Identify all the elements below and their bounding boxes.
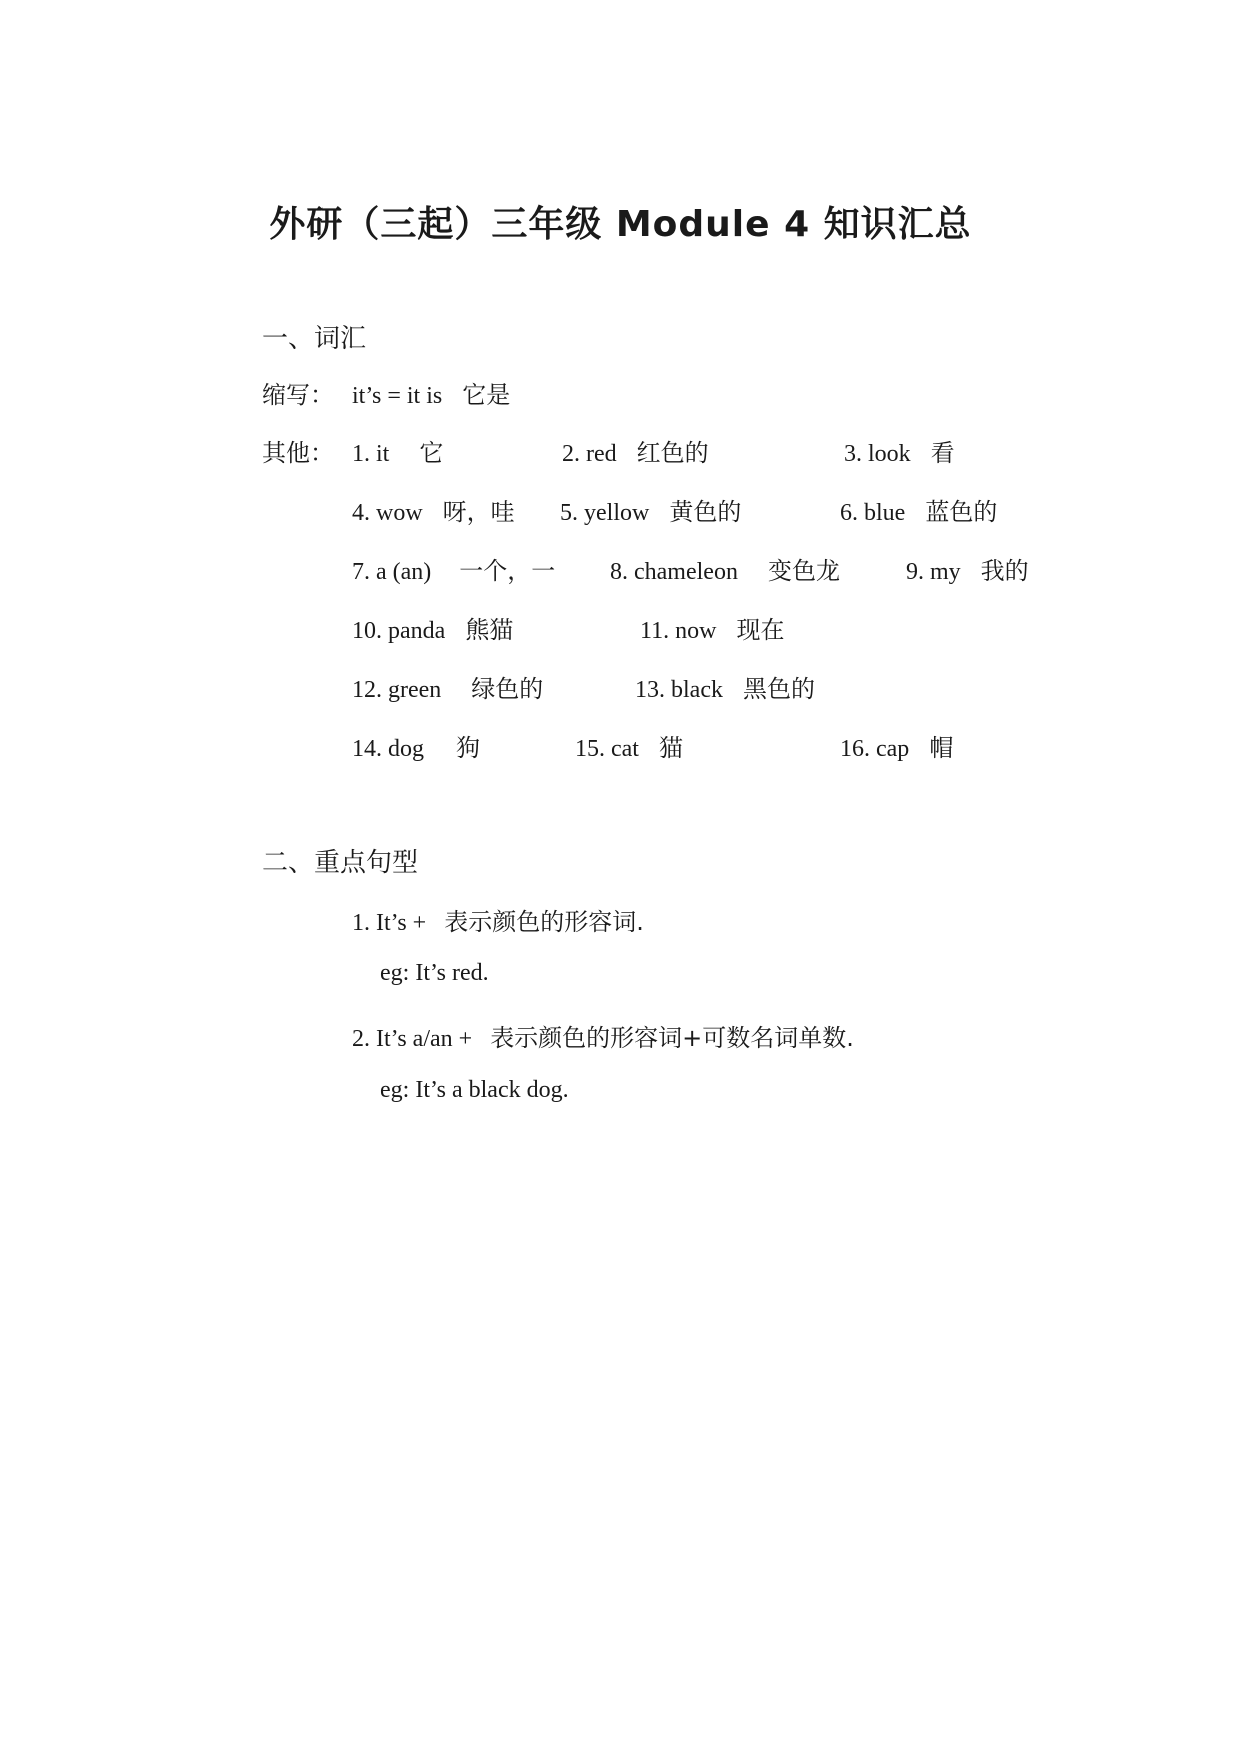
vocab-english: now	[675, 618, 717, 644]
vocab-item	[352, 433, 443, 468]
pattern-2	[352, 1018, 854, 1053]
vocab-number: 10.	[352, 618, 382, 644]
vocab-english: blue	[864, 500, 906, 526]
vocab-number: 2.	[562, 441, 580, 467]
vocab-number: 3.	[844, 441, 862, 467]
vocab-english: yellow	[584, 500, 650, 526]
vocab-english: cat	[611, 736, 639, 762]
vocab-number: 16.	[840, 736, 870, 762]
vocab-number: 8.	[610, 559, 628, 585]
vocab-chinese: 熊猫	[465, 616, 514, 644]
section-vocabulary-heading: 一、词汇	[262, 324, 367, 354]
pattern-2-chinese: 表示颜色的形容词+可数名词单数.	[490, 1024, 854, 1052]
pattern-1-english: 1. It’s +	[352, 910, 427, 936]
vocab-number: 11.	[640, 618, 670, 644]
vocab-english: dog	[388, 736, 424, 762]
vocab-item	[906, 551, 1029, 586]
vocab-chinese: 黑色的	[742, 675, 815, 703]
vocab-english: it	[376, 441, 390, 467]
vocab-number: 6.	[840, 500, 858, 526]
pattern-2-example: eg: It’s a black dog.	[380, 1077, 569, 1103]
vocab-number: 12.	[352, 677, 382, 703]
vocab-english: chameleon	[634, 559, 738, 585]
vocab-chinese: 黄色的	[669, 498, 742, 526]
vocab-item	[844, 433, 955, 468]
vocab-english: look	[868, 441, 911, 467]
vocab-number: 15.	[575, 736, 605, 762]
vocab-item	[610, 551, 840, 586]
vocab-english: panda	[388, 618, 446, 644]
vocab-chinese: 蓝色的	[925, 498, 998, 526]
vocab-chinese: 呀，哇	[442, 498, 515, 526]
vocab-english: green	[388, 677, 442, 703]
vocab-item	[640, 610, 784, 645]
vocab-number: 4.	[352, 500, 370, 526]
vocab-item	[562, 433, 709, 468]
abbreviation-english: it’s = it is	[352, 383, 443, 409]
vocab-chinese: 红色的	[636, 439, 709, 467]
pattern-1	[352, 902, 644, 937]
vocab-english: a (an)	[376, 559, 432, 585]
vocab-item	[840, 492, 997, 527]
vocab-english: cap	[876, 736, 910, 762]
vocab-item	[352, 610, 513, 645]
vocab-chinese: 它	[419, 439, 444, 467]
vocab-chinese: 我的	[980, 557, 1029, 585]
vocab-item	[840, 728, 953, 763]
vocab-english: black	[671, 677, 723, 703]
pattern-2-english: 2. It’s a/an +	[352, 1026, 473, 1052]
vocab-chinese: 狗	[456, 734, 480, 762]
vocab-chinese: 变色龙	[767, 557, 840, 585]
vocab-number: 5.	[560, 500, 578, 526]
vocab-english: wow	[376, 500, 423, 526]
vocab-chinese: 看	[930, 439, 955, 467]
vocab-english: my	[930, 559, 961, 585]
vocab-chinese: 一个，一	[459, 557, 556, 585]
vocab-item	[560, 492, 741, 527]
vocab-item	[352, 669, 543, 704]
vocab-english: red	[586, 441, 617, 467]
other-label: 其他：	[262, 439, 334, 467]
vocab-number: 1.	[352, 441, 370, 467]
pattern-1-example: eg: It’s red.	[380, 960, 489, 986]
vocab-item	[352, 728, 480, 763]
vocab-chinese: 猫	[658, 734, 683, 762]
abbreviation-label: 缩写：	[262, 381, 334, 409]
vocab-item	[352, 492, 515, 527]
vocab-number: 9.	[906, 559, 924, 585]
vocab-number: 13.	[635, 677, 665, 703]
vocab-number: 7.	[352, 559, 370, 585]
vocab-number: 14.	[352, 736, 382, 762]
page-title: 外研（三起）三年级 Module 4 知识汇总	[269, 204, 972, 245]
vocab-chinese: 绿色的	[471, 675, 544, 703]
vocab-item	[575, 728, 683, 763]
section-sentence-patterns-heading: 二、重点句型	[262, 848, 419, 878]
pattern-1-chinese: 表示颜色的形容词.	[444, 908, 644, 936]
vocab-chinese: 帽	[929, 734, 954, 762]
abbreviation-row	[262, 375, 510, 410]
abbreviation-chinese: 它是	[462, 381, 511, 409]
vocab-chinese: 现在	[736, 616, 785, 644]
vocab-item	[635, 669, 815, 704]
vocab-item	[352, 551, 555, 586]
